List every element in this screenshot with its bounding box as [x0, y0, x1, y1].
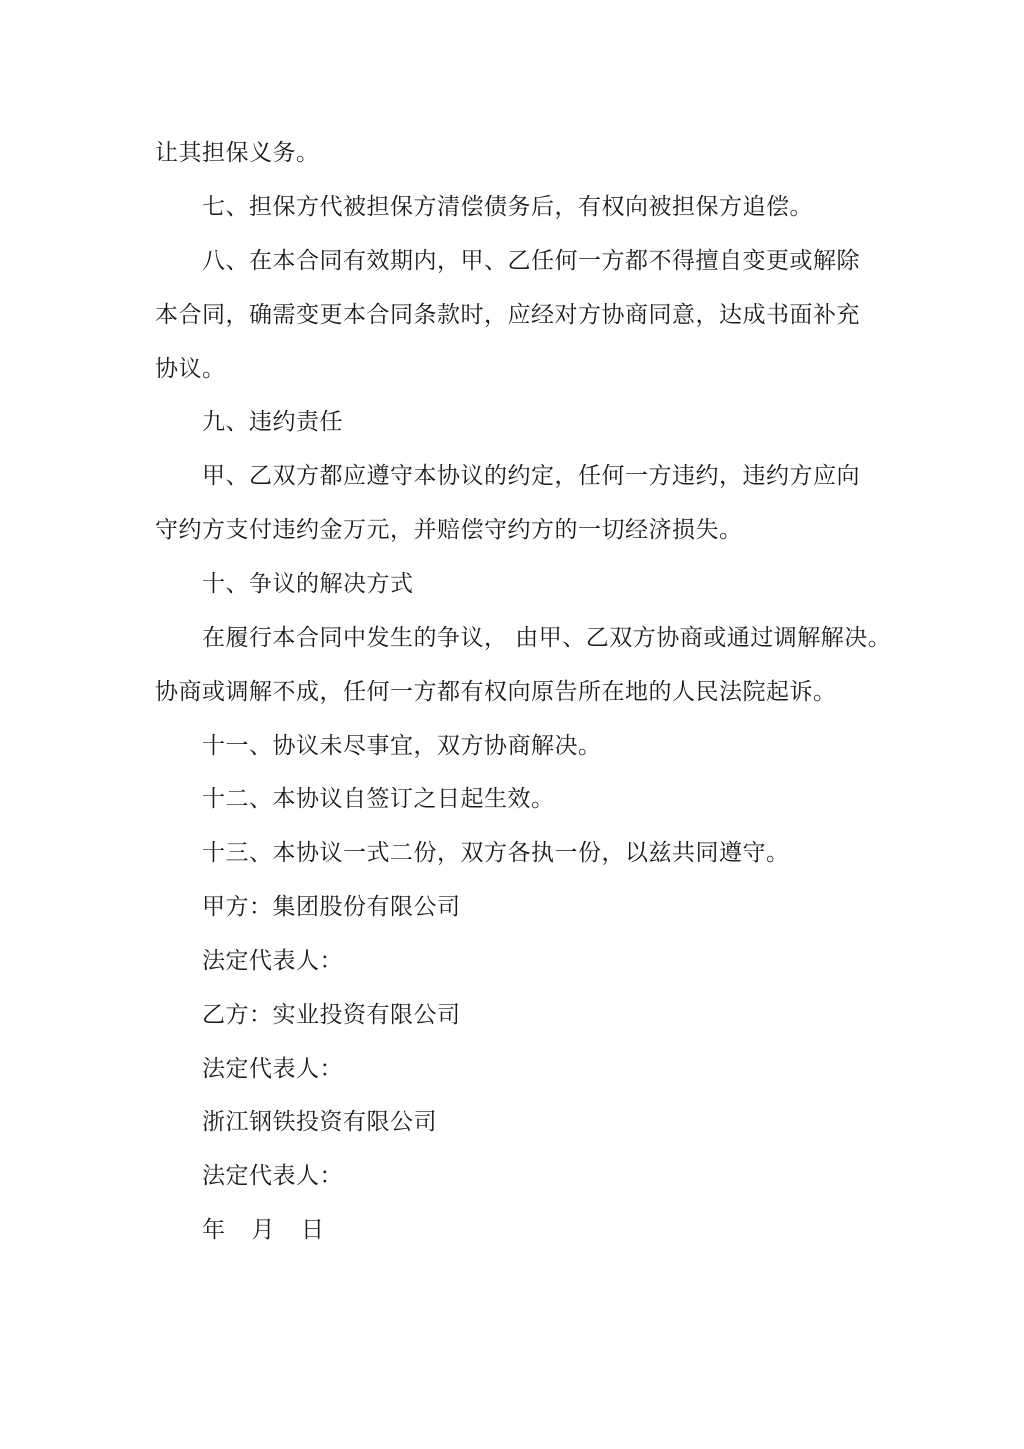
- party-c-representative: 法定代表人：: [202, 1163, 343, 1189]
- clause-8-line-2: 本合同，确需变更本合同条款时，应经对方协商同意，达成书面补充: [155, 302, 860, 328]
- clause-10-heading: 十、争议的解决方式: [202, 571, 414, 597]
- clause-11: 十一、协议未尽事宜，双方协商解决。: [202, 733, 602, 759]
- clause-7: 七、担保方代被担保方清偿债务后，有权向被担保方追偿。: [202, 194, 813, 220]
- clause-8-line-1: 八、在本合同有效期内，甲、乙任何一方都不得擅自变更或解除: [202, 248, 860, 274]
- clause-13: 十三、本协议一式二份，双方各执一份，以兹共同遵守。: [202, 840, 790, 866]
- party-a-name: 甲方：集团股份有限公司: [202, 894, 461, 920]
- clause-9-line-2: 守约方支付违约金万元，并赔偿守约方的一切经济损失。: [155, 517, 743, 543]
- party-b-name: 乙方：实业投资有限公司: [202, 1002, 461, 1028]
- clause-12: 十二、本协议自签订之日起生效。: [202, 786, 555, 812]
- clause-9-heading: 九、违约责任: [202, 409, 343, 435]
- party-c-name: 浙江钢铁投资有限公司: [202, 1109, 437, 1135]
- clause-10-line-1: 在履行本合同中发生的争议， 由甲、乙双方协商或通过调解解决。: [202, 625, 892, 651]
- paragraph-line: 让其担保义务。: [155, 140, 320, 166]
- date-year: 年: [202, 1217, 226, 1243]
- party-a-representative: 法定代表人：: [202, 948, 343, 974]
- date-month: 月: [251, 1217, 275, 1243]
- clause-8-line-3: 协议。: [155, 356, 226, 382]
- clause-9-line-1: 甲、乙双方都应遵守本协议的约定，任何一方违约，违约方应向: [202, 463, 860, 489]
- clause-10-line-2: 协商或调解不成，任何一方都有权向原告所在地的人民法院起诉。: [155, 679, 837, 705]
- signing-date: [202, 1215, 351, 1245]
- party-b-representative: 法定代表人：: [202, 1056, 343, 1082]
- date-day: 日: [301, 1217, 325, 1243]
